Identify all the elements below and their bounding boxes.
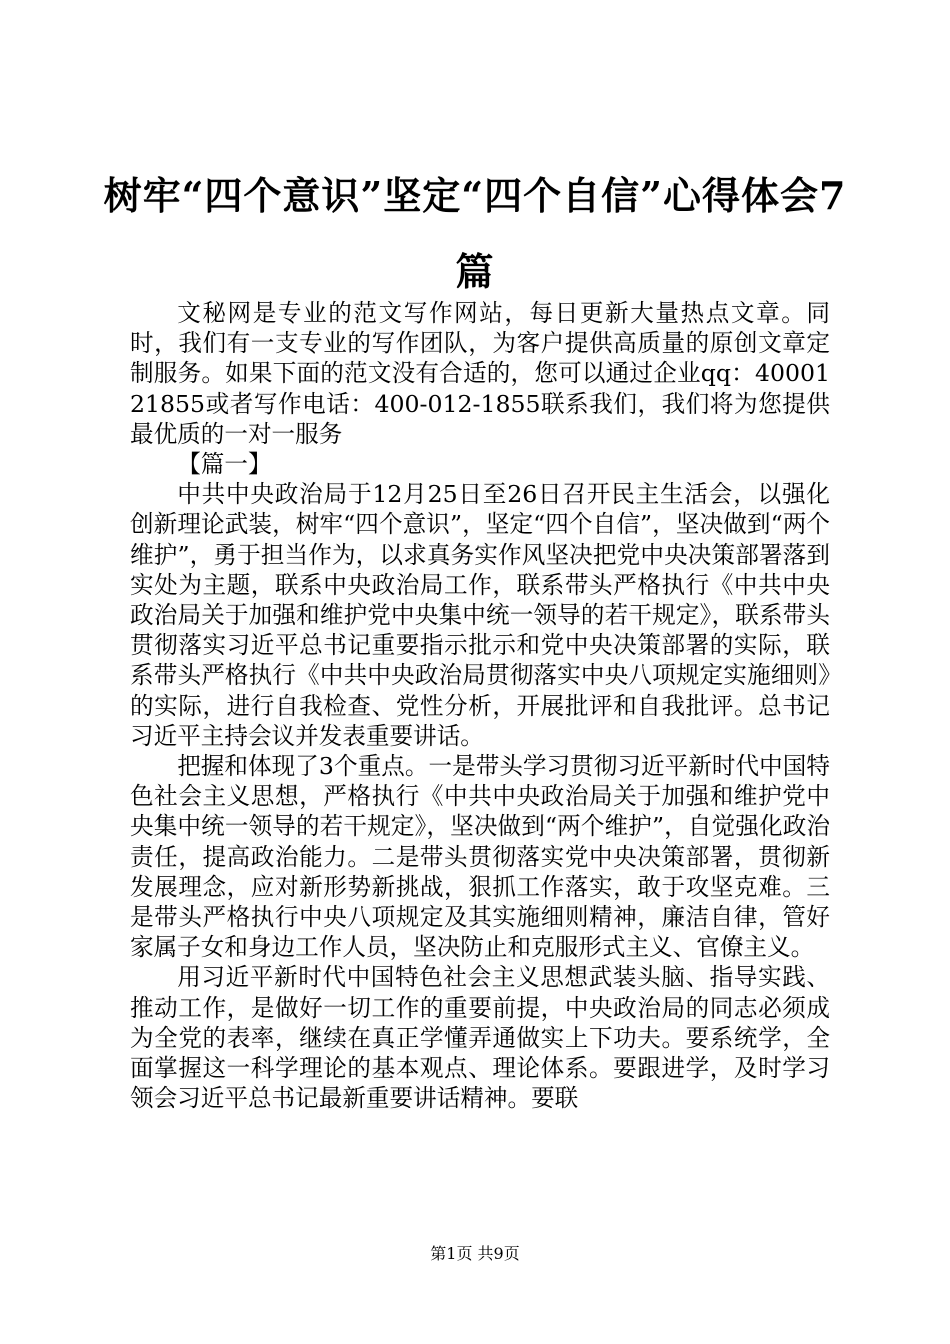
- body-paragraph: 中共中央政治局于12月25日至26日召开民主生活会，以强化创新理论武装，树牢“四个意识”，坚定“四个自信”，坚决做到“两个维护”，勇于担当作为，以求真务实作风坚决把党中央决策部署落到实处为主题，联系中央政治局工作，联系带头严格执行《中共中央政治局关于加强和维护党中央集中统一领导的若干规定》，联系带头贯彻落实习近平总书记重要指示批示和党中央决策部署的实际，联系带头严格执行《中共中央政治局贯彻落实中央八项规定实施细则》的实际，进行自我检查、党性分析，开展批评和自我批评。总书记习近平主持会议并发表重要讲话。: [130, 480, 830, 750]
- section-heading: 【篇一】: [177, 450, 272, 479]
- document-body: [130, 298, 830, 1113]
- intro-paragraph: 文秘网是专业的范文写作网站，每日更新大量热点文章。同时，我们有一支专业的写作团队，为客户提供高质量的原创文章定制服务。如果下面的范文没有合适的，您可以通过企业qq：4000121855或者写作电话：400-012-1855联系我们，我们将为您提供最优质的一对一服务: [130, 299, 830, 448]
- page-number: 第1页 共9页: [430, 1244, 520, 1263]
- body-paragraph: 把握和体现了3个重点。一是带头学习贯彻习近平新时代中国特色社会主义思想，严格执行《中共中央政治局关于加强和维护党中央集中统一领导的若干规定》，坚决做到“两个维护”，自觉强化政治责任，提高政治能力。二是带头贯彻落实党中央决策部署，贯彻新发展理念，应对新形势新挑战，狠抓工作落实，敢于攻坚克难。三是带头严格执行中央八项规定及其实施细则精神，廉洁自律，管好家属子女和身边工作人员，坚决防止和克服形式主义、官僚主义。: [130, 752, 830, 962]
- body-paragraph: 用习近平新时代中国特色社会主义思想武装头脑、指导实践、推动工作，是做好一切工作的重要前提，中央政治局的同志必须成为全党的表率，继续在真正学懂弄通做实上下功夫。要系统学，全面掌握这一科学理论的基本观点、理论体系。要跟进学，及时学习领会习近平总书记最新重要讲话精神。要联: [130, 963, 830, 1113]
- document-title: 树牢“四个意识”坚定“四个自信”心得体会7篇: [103, 173, 847, 294]
